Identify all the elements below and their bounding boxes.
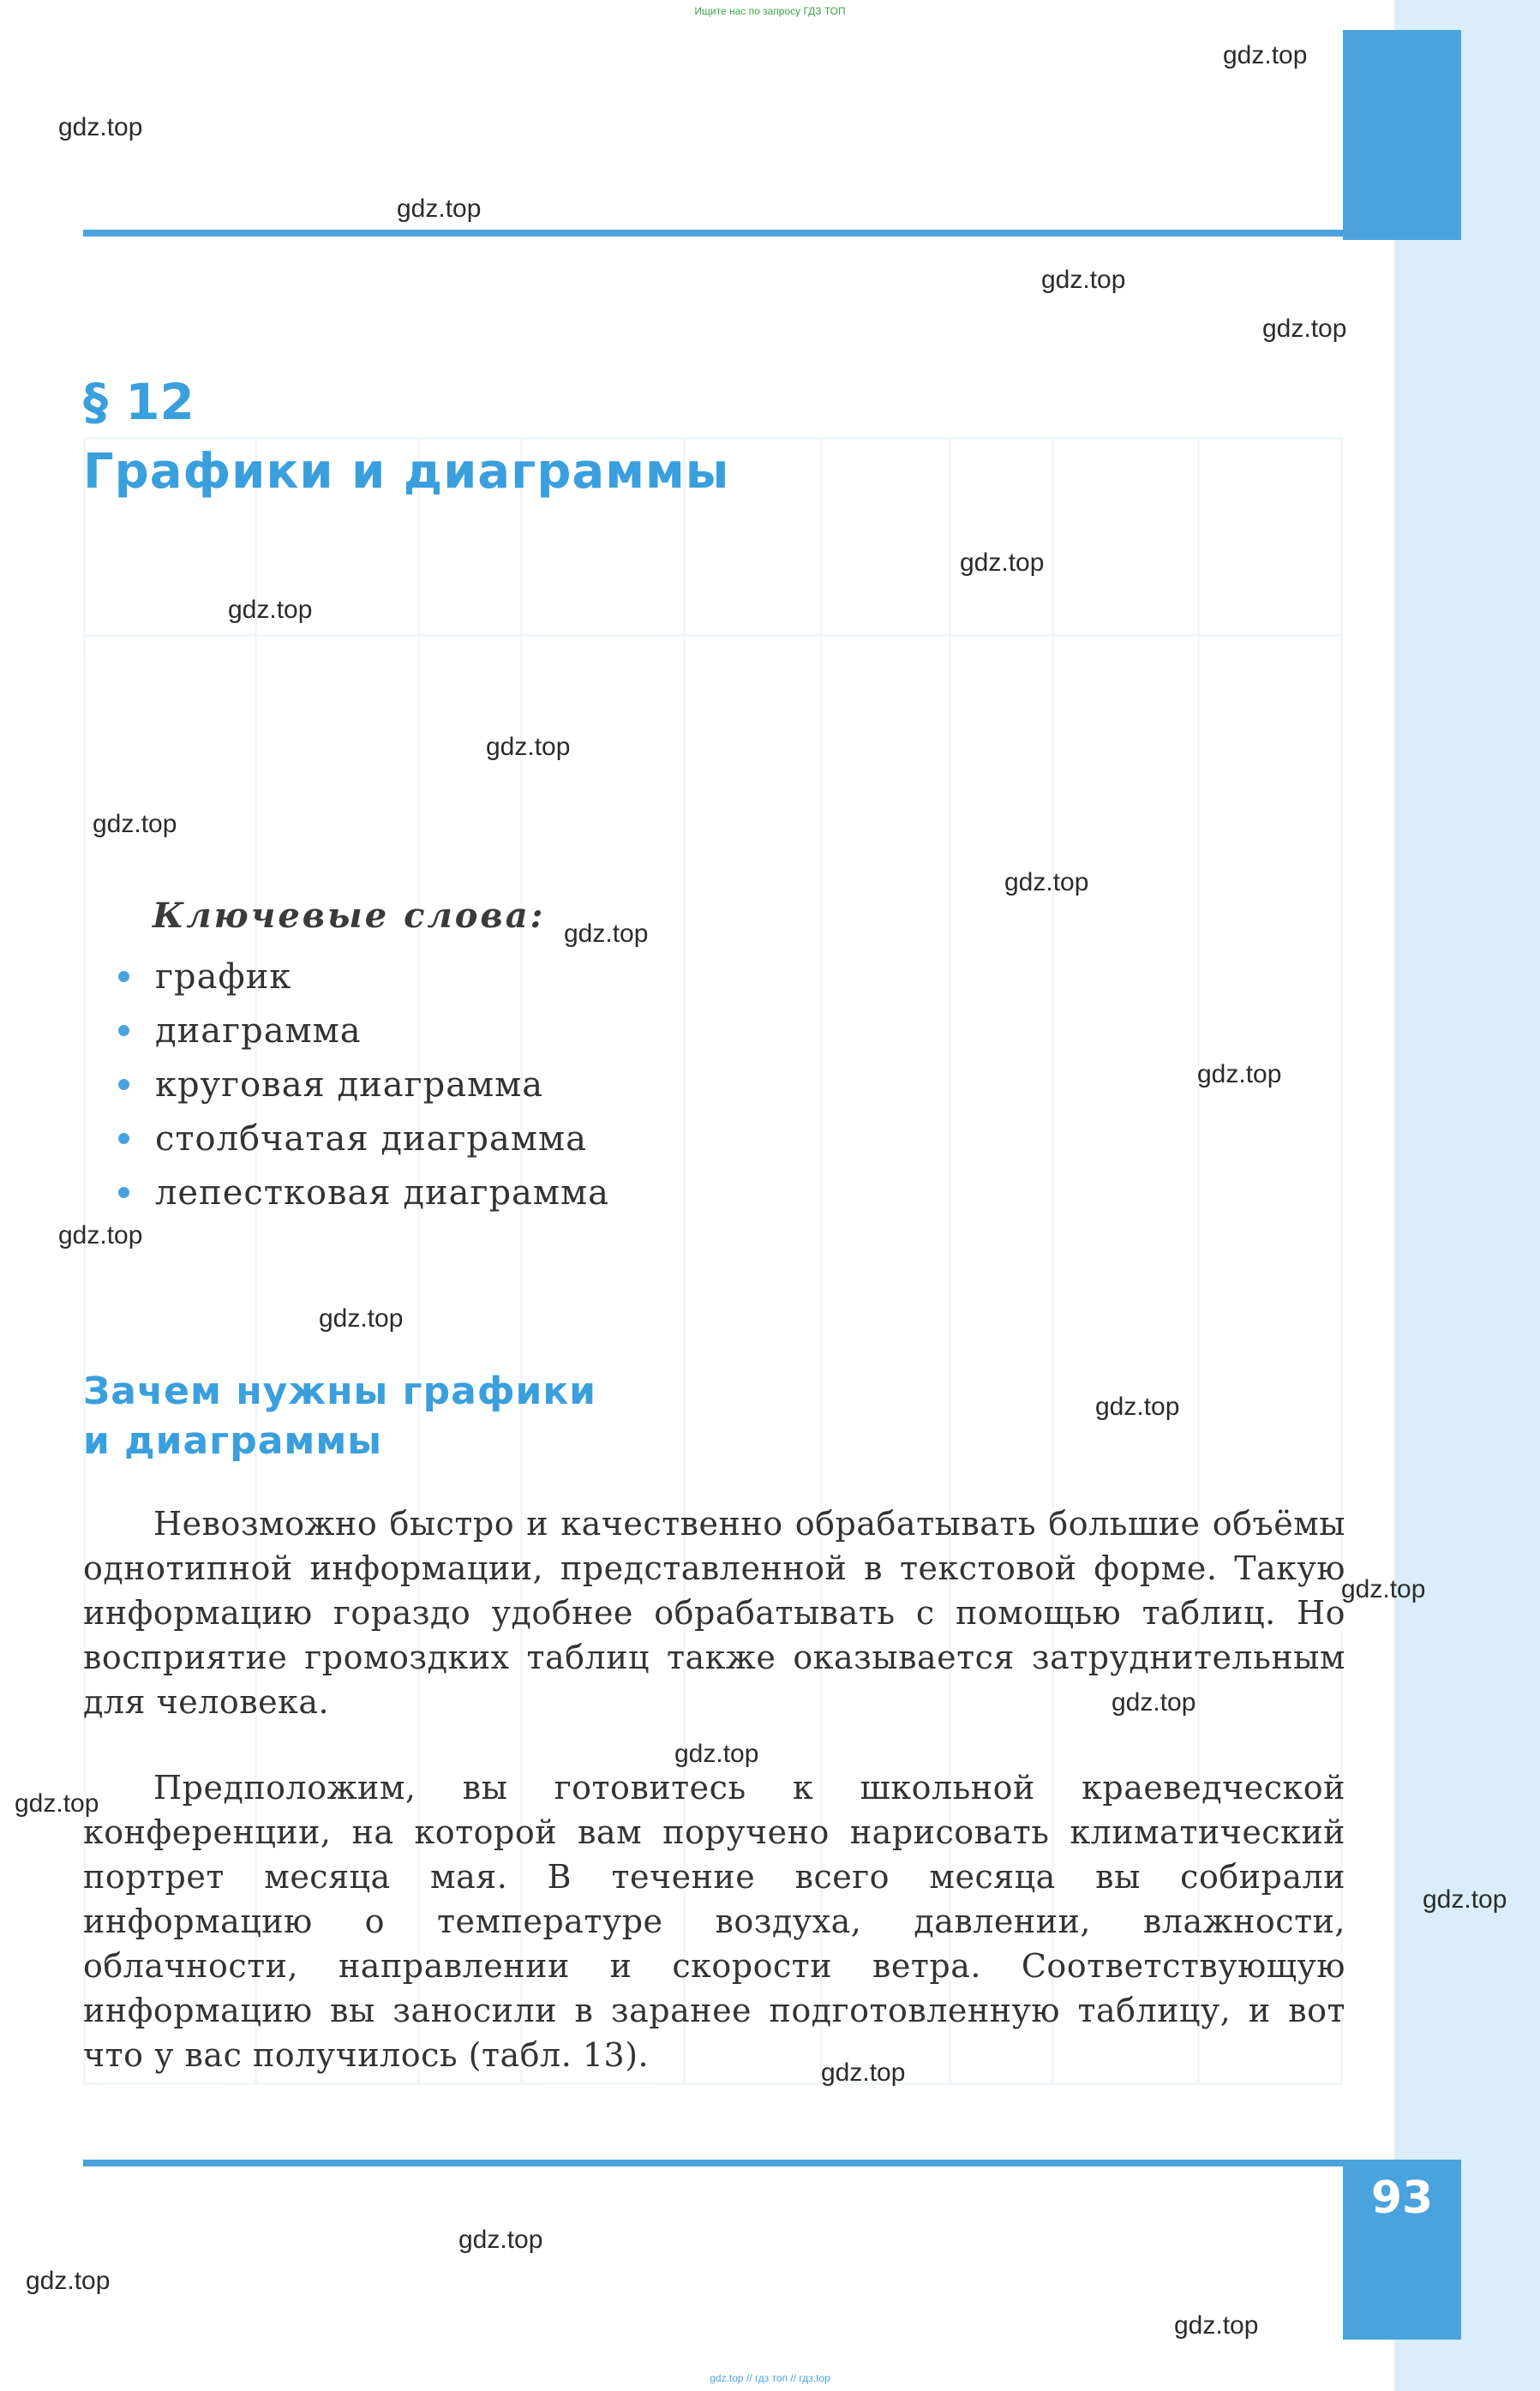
watermark: gdz.top <box>1004 868 1089 896</box>
subsection-title-line2: и диаграммы <box>83 1419 383 1463</box>
watermark: gdz.top <box>228 596 313 624</box>
watermark: gdz.top <box>486 733 571 761</box>
bullet-icon <box>118 1079 129 1090</box>
watermark: gdz.top <box>58 1221 143 1249</box>
keyword-item <box>118 1166 609 1219</box>
watermark: gdz.top <box>960 548 1045 577</box>
keyword-item <box>118 1004 609 1058</box>
header-note: Ищите нас по запросу ГДЗ ТОП <box>694 5 846 17</box>
section-number: § 12 <box>83 373 195 431</box>
watermark: gdz.top <box>1095 1393 1180 1421</box>
keyword-item <box>118 1058 609 1112</box>
subsection-title <box>83 1367 596 1466</box>
bullet-icon <box>118 1025 129 1036</box>
keyword-label: столбчатая диаграмма <box>155 1118 587 1159</box>
watermark: gdz.top <box>564 920 649 948</box>
bullet-icon <box>118 1187 129 1198</box>
watermark: gdz.top <box>93 810 177 838</box>
bottom-rule <box>83 2160 1343 2166</box>
keyword-label: диаграмма <box>155 1010 362 1051</box>
watermark: gdz.top <box>58 113 143 141</box>
side-band <box>1394 0 1540 2391</box>
bullet-icon <box>118 971 129 982</box>
footer-note: gdz.top // гдз топ // гдз.top <box>710 2372 830 2384</box>
watermark: gdz.top <box>821 2058 906 2087</box>
watermark: gdz.top <box>674 1740 759 1768</box>
watermark: gdz.top <box>1223 41 1308 69</box>
side-tab-top <box>1343 30 1461 240</box>
watermark: gdz.top <box>1341 1575 1426 1603</box>
paragraph-1: Невозможно быстро и качественно обрабатывать большие объёмы однотипной информации, представленной в текстовой форме. Такую информацию гораздо удобнее обрабатывать с помощью таблиц. Но восприятие громоздких таблиц также оказывается затруднительным для человека. <box>83 1505 1345 1721</box>
watermark: gdz.top <box>1423 1885 1507 1914</box>
top-rule <box>83 230 1343 237</box>
keyword-label: график <box>155 956 292 997</box>
watermark: gdz.top <box>1262 315 1347 343</box>
subsection-title-line1: Зачем нужны графики <box>83 1369 597 1413</box>
keywords-list <box>118 950 609 1219</box>
keyword-item <box>118 950 609 1004</box>
watermark: gdz.top <box>458 2226 543 2254</box>
section-title: Графики и диаграммы <box>83 444 730 500</box>
paragraph-2: Предположим, вы готовитесь к школьной краеведческой конференции, на которой вам поручено нарисовать климатический портрет месяца мая. В течение всего месяца вы собирали информацию о температуре воздуха, давлении, влажности, облачности, направлении и скорости ветра. Соответствующую информацию вы заносили в заранее подготовленную таблицу, и вот что у вас получилось (табл. 13). <box>83 1769 1345 2074</box>
keywords-title: Ключевые слова: <box>153 896 546 936</box>
watermark: gdz.top <box>1197 1060 1282 1088</box>
watermark: gdz.top <box>319 1304 404 1333</box>
watermark: gdz.top <box>15 1789 99 1818</box>
watermark: gdz.top <box>26 2267 111 2295</box>
watermark: gdz.top <box>1174 2311 1259 2340</box>
page-number: 93 <box>1370 2172 1434 2224</box>
bullet-icon <box>118 1133 129 1144</box>
keyword-label: круговая диаграмма <box>155 1064 544 1105</box>
watermark: gdz.top <box>1041 266 1126 294</box>
watermark: gdz.top <box>1112 1688 1196 1717</box>
keyword-item <box>118 1112 609 1166</box>
keyword-label: лепестковая диаграмма <box>155 1172 609 1213</box>
watermark: gdz.top <box>397 195 482 223</box>
